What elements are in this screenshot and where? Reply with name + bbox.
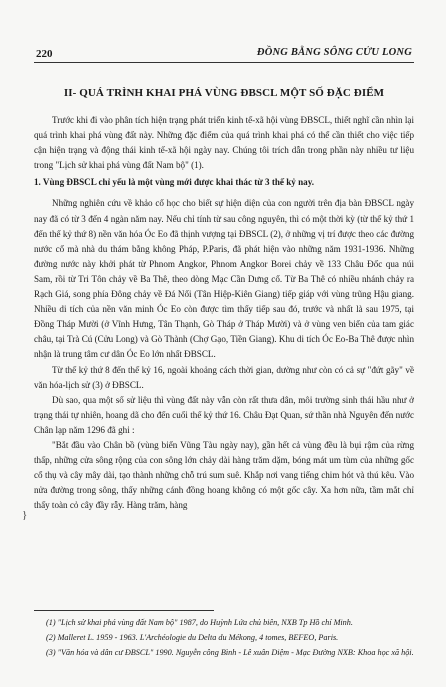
paragraph-sparse-population: Dù sao, qua một số sử liệu thì vùng đất này vẫn còn rất thưa dân, môi trường sinh thái hầu như ở trạng thái tự nhiên, hoang dã cho đến cuối thế kỷ thứ 16. Châu Đạt Quan, sứ thần nhà Nguyên đến nước Chân lạp năm 1296 đã ghi : (34, 394, 414, 435)
header-rule (34, 62, 414, 63)
body-text (34, 113, 414, 513)
paragraph-quote: "Bắt đầu vào Chân bồ (vùng biển Vũng Tàu ngày nay), gần hết cả vùng đều là bụi rậm của rừng thấp, những cửa sông rộng của con sông lớn chảy dài hàng trăm dặm, bóng mát um tùm của những gốc cổ thụ và cây mây dài, tạo thành những chỗ trú sum suê. Khắp nơi vang tiếng chim hót và thú kêu. Vào nửa đường trong sông, thấy những cánh đồng hoang không có một gốc cây. Xa hơn nữa, tầm mắt chỉ thấy toàn cỏ cây đầy rẫy. Hàng trăm, hàng (34, 439, 414, 511)
paragraph-archaeology: Những nghiên cứu về khảo cổ học cho biết sự hiện diện của con người trên địa bàn ĐBSCL ngày nay đã có từ 3 đến 4 ngàn năm nay. Nếu chỉ tính từ sau công nguyên, thì có một thời kỳ (từ thế kỷ thứ 1 đến thế kỷ thứ 8) nền văn hóa Óc Eo đã thịnh vượng tại ĐBSCL (2), ở những vị trí được theo các đường nước cổ mà nhà du thám bằng không Pháp, P.Paris, đã phát hiện vào những năm 1931-1936. Những đường nước này khởi phát từ Phnom Angkor, Phnom Angkor Borei chảy về 133 Châu Đốc qua núi Sam, rồi từ Tri Tôn chảy về Ba Thê, theo dòng Mạc Cần Dưng cổ. Từ Ba Thê có nhiều nhánh chảy ra Rạch Giá, song phía Đông chảy về Đá Nổi (Tân Hiệp-Kiên Giang) tiếp giáp với vùng trũng Hậu giang. Nhiều di tích của nền văn minh Óc Eo còn được tìm thấy tiếp sau đó, trước và nhất là sau 1975, tại Đồng Tháp Mười (ở Vĩnh Hưng, Tân Thạnh, Gò Tháp ở Tháp Mười) và ở vùng ven biển của tam giác châu, tại Trà Cú (Cửu Long) và Gò Thành (Chợ Gạo, Tiền Giang). Khu di tích Óc Eo-Ba Thê được nhìn nhận là trung tâm cư dân Óc Eo lớn nhất ĐBSCL. (34, 198, 414, 360)
footnote-3: (3) "Văn hóa và dân cư ĐBSCL" 1990. Nguyễn công Bình - Lê xuân Diệm - Mạc Đường NXB: Khoa học xã hội. (46, 648, 414, 657)
footnote-1: (1) "Lịch sử khai phá vùng đất Nam bộ" 1987, do Huỳnh Lứa chủ biên, NXB Tp Hồ chí Minh. (46, 618, 353, 627)
margin-mark: } (22, 509, 28, 521)
paragraph-intro: Trước khi đi vào phân tích hiện trạng phát triển kinh tế-xã hội vùng ĐBSCL, thiết nghĩ cần nhìn lại quá trình khai phá vùng đất này. Những đặc điểm của quá trình khai phá có thể cần thiết cho việc tiếp cận hiện trạng và động thái kinh tế-xã hội ngày nay. Chúng tôi trích dẫn trong phần này nhiều tư liệu trong "Lịch sử khai phá vùng đất Nam bộ" (1). (34, 115, 414, 171)
paragraph-rupture: Từ thế kỷ thứ 8 đến thế kỷ 16, ngoài khoảng cách thời gian, dường như còn có cả sự "đứt gãy" về văn hóa-lịch sử (3) ở ĐBSCL. (34, 364, 414, 390)
footnotes (34, 616, 414, 661)
page-number: 220 (36, 48, 53, 60)
subsection-heading: 1. Vùng ĐBSCL chỉ yếu là một vùng mới được khai thác từ 3 thế kỷ nay. (34, 177, 315, 188)
section-title: II- QUÁ TRÌNH KHAI PHÁ VÙNG ĐBSCL MỘT SỐ ĐẶC ĐIỂM (63, 87, 385, 99)
running-head: ĐỒNG BẰNG SÔNG CỬU LONG (256, 47, 412, 58)
footnote-rule (34, 610, 214, 611)
footnote-2: (2) Malleret L. 1959 - 1963. L'Archéologie du Delta du Mékong, 4 tomes, BEFEO, Paris. (46, 633, 339, 642)
